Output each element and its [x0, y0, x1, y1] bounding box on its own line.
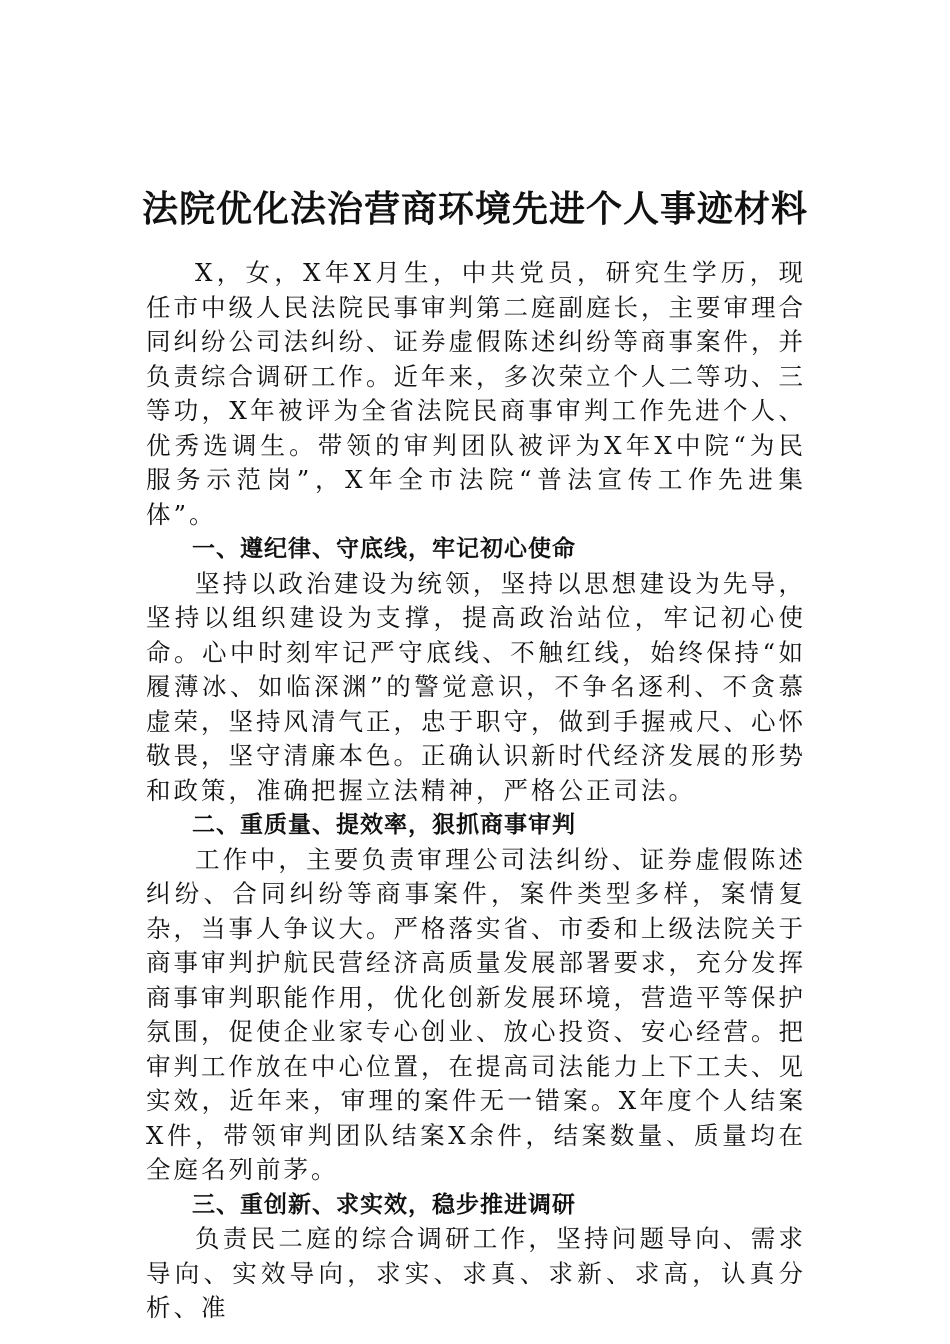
section-paragraph-3: 负责民二庭的综合调研工作，坚持问题导向、需求导向、实效导向，求实、求真、求新、求高，认真分析、准 [146, 1224, 806, 1322]
section-heading-2: 二、重质量、提效率，狠抓商事审判 [192, 812, 576, 838]
intro-paragraph: X，女，X年X月生，中共党员，研究生学历，现任市中级人民法院民事审判第二庭副庭长，主要审理合同纠纷公司法纠纷、证券虚假陈述纠纷等商事案件，并负责综合调研工作。近年来，多次荣立个人二等功、三等功，X年被评为全省法院民商事审判工作先进个人、优秀选调生。带领的审判团队被评为X年X中院“为民服务示范岗”，X年全市法院“普法宣传工作先进集体”。 [146, 258, 806, 529]
document-body [146, 256, 806, 1326]
section-heading-3: 三、重创新、求实效，稳步推进调研 [192, 1191, 576, 1218]
section-paragraph-2: 工作中，主要负责审理公司法纠纷、证券虚假陈述纠纷、合同纠纷等商事案件，案件类型多样，案情复杂，当事人争议大。严格落实省、市委和上级法院关于商事审判护航民营经济高质量发展部署要求，充分发挥商事审判职能作用，优化创新发展环境，营造平等保护氛围，促使企业家专心创业、放心投资、安心经营。把审判工作放在中心位置，在提高司法能力上下工夫、见实效，近年来，审理的案件无一错案。X年度个人结案X件，带领审判团队结案X余件，结案数量、质量均在全庭名列前茅。 [146, 844, 806, 1184]
document-title: 法院优化法治营商环境先进个人事迹材料 [141, 188, 808, 231]
section-paragraph-1: 坚持以政治建设为统领，坚持以思想建设为先导，坚持以组织建设为支撑，提高政治站位，牢记初心使命。心中时刻牢记严守底线、不触红线，始终保持“如履薄冰、如临深渊”的警觉意识，不争名逐利、不贪慕虚荣，坚持风清气正，忠于职守，做到手握戒尺、心怀敬畏，坚守清廉本色。正确认识新时代经济发展的形势和政策，准确把握立法精神，严格公正司法。 [146, 568, 806, 805]
section-heading-1: 一、遵纪律、守底线，牢记初心使命 [192, 536, 576, 562]
